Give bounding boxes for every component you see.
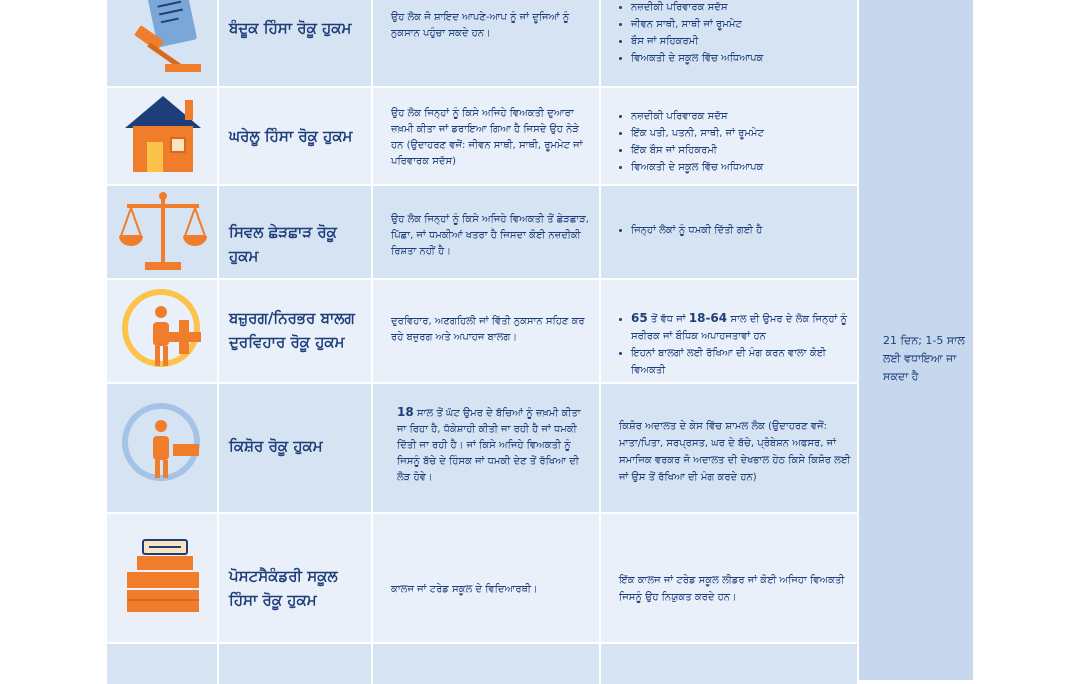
order-description: ਉਹ ਲੋਕ ਜਿਨ੍ਹਾਂ ਨੂੰ ਕਿਸੇ ਅਜਿਹੇ ਵਿਅਕਤੀ ਦੁਆਰਾ ਜ਼ਖ਼ਮੀ ਕੀਤਾ ਜਾਂ ਡਰਾਇਆ ਗਿਆ ਹੈ ਜਿਸਦੇ ਉਹ ਨੇੜੇ ਹਨ (ਉਦਾਹਰਣ ਵਜੋਂ: ਜੀਵਨ ਸਾਥੀ, ਸਾਥੀ, ਰੂਮਮੇਟ ਜਾਂ ਪਰਿਵਾਰਕ ਸਦੱਸ): [391, 108, 583, 167]
order-description: ਉਹ ਲੋਕ ਜਿਨ੍ਹਾਂ ਨੂੰ ਕਿਸੇ ਅਜਿਹੇ ਵਿਅਕਤੀ ਤੋਂ ਛੇੜਛਾੜ, ਪਿੱਛਾ, ਜਾਂ ਧਮਕੀਆਂ ਖਤਰਾ ਹੈ ਜਿਸਦਾ ਕੋਈ ਨਜ਼ਦੀਕੀ ਰਿਸ਼ਤਾ ਨਹੀਂ ਹੈ।: [391, 214, 589, 257]
order-title: ਬੰਦੂਕ ਹਿੰਸਾ ਰੋਕੂ ਹੁਕਮ: [229, 19, 352, 37]
duration-column: [859, 0, 973, 680]
house-icon: [115, 92, 211, 182]
scales-icon: [115, 188, 211, 278]
order-title: ਘਰੇਲੂ ਹਿੰਸਾ ਰੋਕੂ ਹੁਕਮ: [229, 127, 353, 145]
order-title: ਬਜ਼ੁਰਗ/ਨਿਰਭਰ ਬਾਲਗ ਦੁਰਵਿਹਾਰ ਰੋਕੂ ਹੁਕਮ: [229, 309, 355, 351]
who-can-ask: • ਜਿਨ੍ਹਾਂ ਲੋਕਾਂ ਨੂੰ ਧਮਕੀ ਦਿੱਤੀ ਗਈ ਹੈ: [617, 222, 851, 239]
table-row: [107, 514, 857, 642]
table-row: [107, 186, 857, 278]
who-can-ask: • ਨਜ਼ਦੀਕੀ ਪਰਿਵਾਰਕ ਸਦੱਸ • ਇੱਕ ਪਤੀ, ਪਤਨੀ, ਸਾਥੀ, ਜਾਂ ਰੂਮਮੇਟ • ਇੱਕ ਬੌਸ ਜਾਂ ਸਹਿਕਰਮੀ • ਵਿਅਕਤੀ ਦੇ ਸਕੂਲ ਵਿੱਚ ਅਧਿਆਪਕ: [617, 108, 851, 176]
order-description: ਕਾਲਜ ਜਾਂ ਟਰੇਡ ਸਕੂਲ ਦੇ ਵਿਦਿਆਰਥੀ।: [391, 584, 538, 595]
duration-text: 21 ਦਿਨ; 1-5 ਸਾਲ ਲਈ ਵਧਾਇਆ ਜਾ ਸਕਦਾ ਹੈ: [883, 334, 965, 383]
who-can-ask: • 65 ਤੋਂ ਵੱਧ ਜਾਂ 18-64 ਸਾਲ ਦੀ ਉਮਰ ਦੇ ਲੋਕ ਜਿਨ੍ਹਾਂ ਨੂੰ ਸਰੀਰਕ ਜਾਂ ਬੌਧਿਕ ਅਪਾਹਜਤਾਵਾਂ ਹਨ • ਇਹਨਾਂ ਬਾਲਗਾਂ ਲਈ ਰੱਖਿਆ ਦੀ ਮੰਗ ਕਰਨ ਵਾਲਾ ਕੋਈ ਵਿਅਕਤੀ: [617, 310, 851, 379]
order-title: ਸਿਵਲ ਛੇੜਛਾੜ ਰੋਕੂ ਹੁਕਮ: [229, 223, 337, 265]
who-can-ask: • ਨਜ਼ਦੀਕੀ ਪਰਿਵਾਰਕ ਸਦੱਸ • ਜੀਵਨ ਸਾਥੀ, ਸਾਥੀ ਜਾਂ ਰੂਮਮੇਟ • ਬੌਸ ਜਾਂ ਸਹਿਕਰਮੀ • ਵਿਅਕਤੀ ਦੇ ਸਕੂਲ ਵਿੱਚ ਅਧਿਆਪਕ: [617, 0, 851, 67]
order-description: ਦੁਰਵਿਹਾਰ, ਅਣਗਹਿਲੀ ਜਾਂ ਵਿੱਤੀ ਨੁਕਸਾਨ ਸਹਿਣ ਕਰ ਰਹੇ ਬਜ਼ੁਰਗ ਅਤੇ ਅਪਾਹਜ ਬਾਲਗ।: [391, 316, 585, 343]
table-row: [107, 280, 857, 382]
order-description: 18 ਸਾਲ ਤੋਂ ਘੱਟ ਉਮਰ ਦੇ ਬੱਚਿਆਂ ਨੂੰ ਜ਼ਖ਼ਮੀ ਕੀਤਾ ਜਾ ਰਿਹਾ ਹੈ, ਧੱਕੇਸ਼ਾਹੀ ਕੀਤੀ ਜਾ ਰਹੀ ਹੈ ਜਾਂ ਧਮਕੀ ਦਿੱਤੀ ਜਾ ਰਹੀ ਹੈ। ਜਾਂ ਕਿਸੇ ਅਜਿਹੇ ਵਿਅਕਤੀ ਨੂੰ ਜਿਸਨੂੰ ਬੱਚੇ ਦੇ ਹਿੰਸਕ ਜਾਂ ਧਮਕੀ ਦੇਣ ਤੋਂ ਰੱਖਿਆ ਦੀ ਲੋੜ ਹੋਵੇ।: [397, 405, 581, 483]
gavel-icon: [115, 0, 211, 82]
table-row: [107, 0, 857, 86]
who-can-ask: ਇੱਕ ਕਾਲਜ ਜਾਂ ਟਰੇਡ ਸਕੂਲ ਲੀਡਰ ਜਾਂ ਕੋਈ ਅਜਿਹਾ ਵਿਅਕਤੀ ਜਿਸਨੂੰ ਉਹ ਨਿਯੁਕਤ ਕਰਦੇ ਹਨ।: [619, 575, 845, 603]
order-description: ਉਹ ਲੋਕ ਜੋ ਸ਼ਾਇਦ ਆਪਣੇ-ਆਪ ਨੂੰ ਜਾਂ ਦੂਜਿਆਂ ਨੂੰ ਨੁਕਸਾਨ ਪਹੁੰਚਾ ਸਕਦੇ ਹਨ।: [391, 12, 570, 39]
table-row: [107, 384, 857, 512]
table-row: [107, 88, 857, 184]
who-can-ask: ਕਿਸ਼ੋਰ ਅਦਾਲਤ ਦੇ ਕੇਸ ਵਿੱਚ ਸ਼ਾਮਲ ਲੋਕ (ਉਦਾਹਰਣ ਵਜੋਂ: ਮਾਤਾ/ਪਿਤਾ, ਸਰਪ੍ਰਸਤ, ਘਰ ਦੇ ਬੱਚੇ, ਪ੍ਰੋਬੇਸ਼ਨ ਅਫਸਰ, ਜਾਂ ਸਮਾਜਿਕ ਵਰਕਰ ਜੋ ਅਦਾਲਤ ਦੀ ਦੇਖਭਾਲ ਹੇਠ ਕਿਸੇ ਕਿਸ਼ੋਰ ਲਈ ਜਾਂ ਉਸ ਤੋਂ ਰੱਖਿਆ ਦੀ ਮੰਗ ਕਰਦੇ ਹਨ): [619, 421, 851, 483]
order-title: ਕਿਸ਼ੋਰ ਰੋਕੂ ਹੁਕਮ: [229, 437, 323, 455]
books-icon: [115, 534, 211, 624]
table-row: [107, 644, 857, 684]
minor-person-icon: [115, 398, 211, 488]
elder-person-icon: [115, 286, 211, 376]
order-title: ਪੋਸਟਸੈਕੰਡਰੀ ਸਕੂਲ ਹਿੰਸਾ ਰੋਕੂ ਹੁਕਮ: [229, 567, 338, 609]
